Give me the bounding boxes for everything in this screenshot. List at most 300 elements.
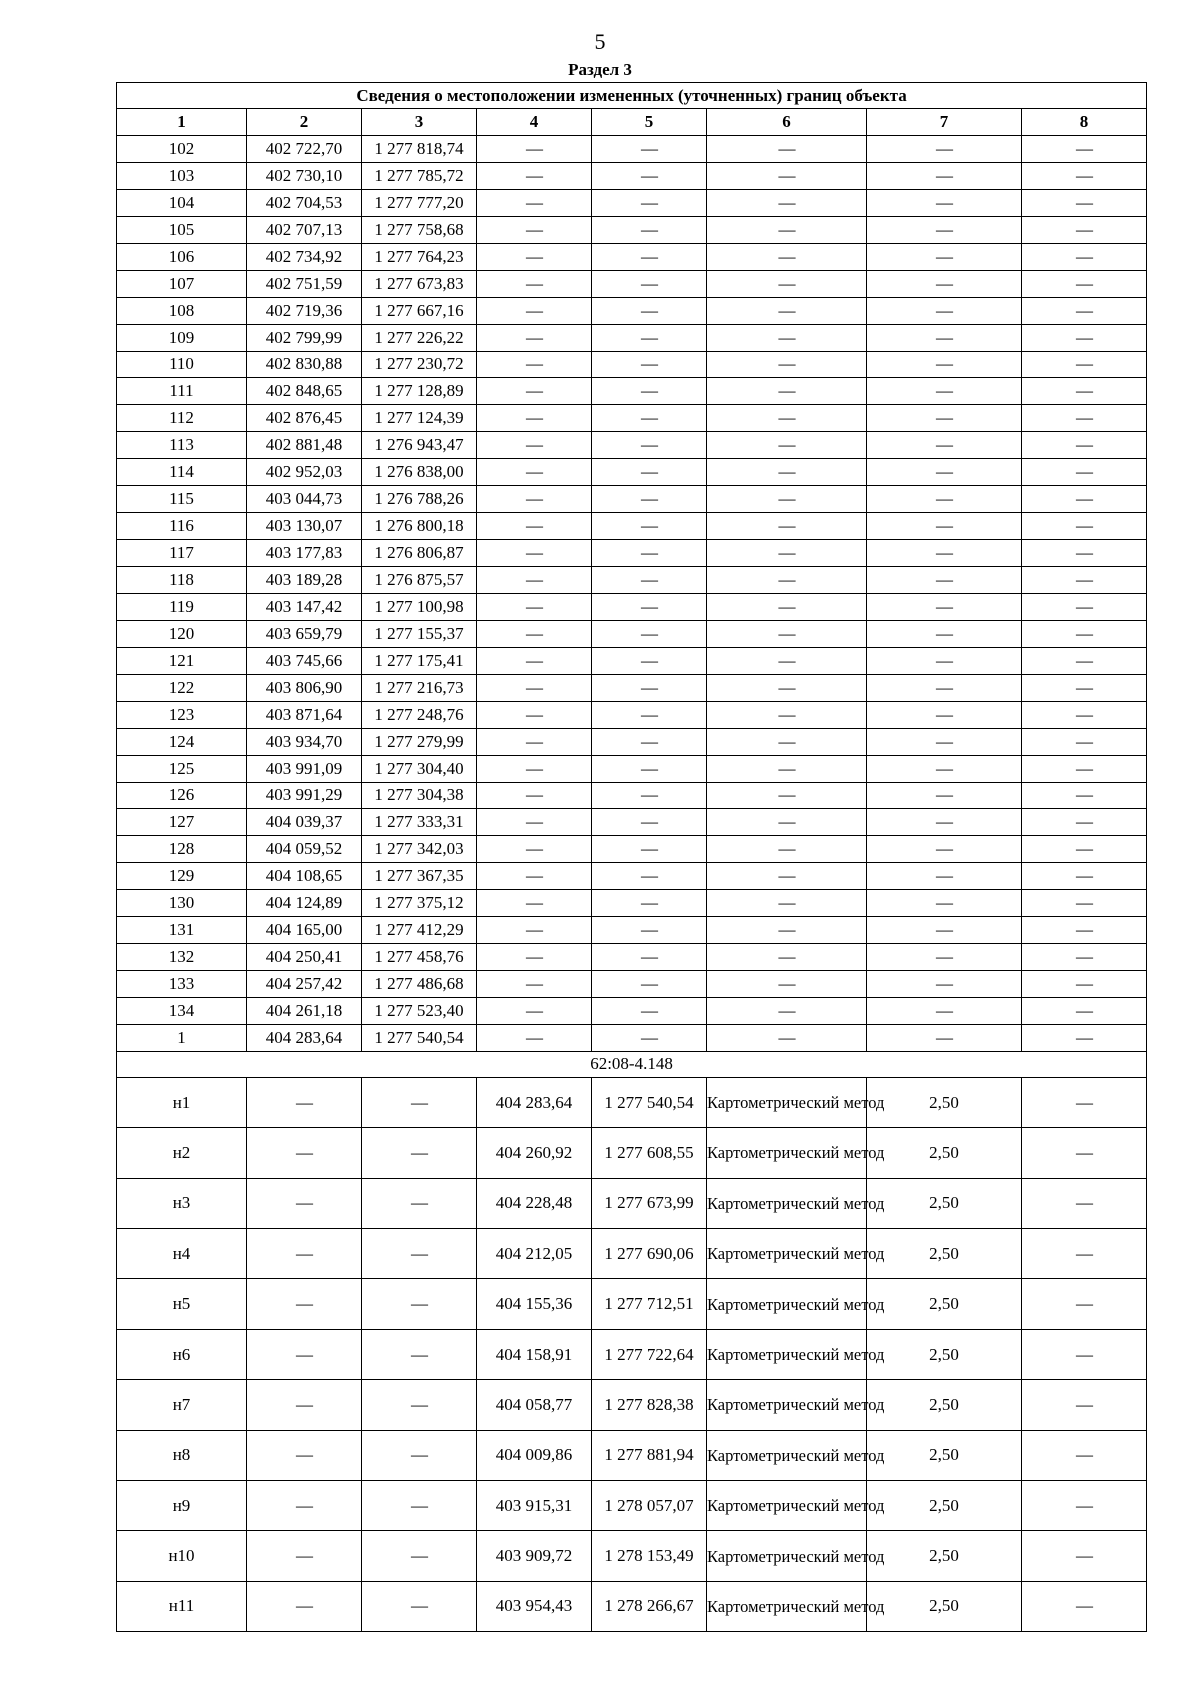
empty-dash-cell: — [477, 432, 592, 459]
empty-dash-cell: — [1022, 809, 1147, 836]
existing-y-cell: 1 277 367,35 [362, 863, 477, 890]
new-y-cell: 1 277 828,38 [592, 1380, 707, 1430]
table-row [117, 1531, 1147, 1581]
empty-dash-cell: — [707, 674, 867, 701]
empty-dash-cell: — [477, 728, 592, 755]
empty-dash-cell: — [867, 189, 1022, 216]
existing-y-cell: 1 277 175,41 [362, 647, 477, 674]
empty-dash-cell: — [477, 324, 592, 351]
existing-x-cell: 402 876,45 [247, 405, 362, 432]
point-id-cell: 126 [117, 782, 247, 809]
column-header: 3 [362, 109, 477, 136]
table-row [117, 189, 1147, 216]
method-cell: Картометрический метод [707, 1128, 867, 1178]
point-id-cell: 130 [117, 890, 247, 917]
empty-dash-cell: — [867, 513, 1022, 540]
empty-dash-cell: — [247, 1430, 362, 1480]
empty-dash-cell: — [592, 944, 707, 971]
point-id-cell: н4 [117, 1229, 247, 1279]
empty-dash-cell: — [1022, 701, 1147, 728]
table-row [117, 1380, 1147, 1430]
empty-dash-cell: — [477, 1024, 592, 1051]
table-row [117, 1430, 1147, 1480]
empty-dash-cell: — [1022, 782, 1147, 809]
empty-dash-cell: — [477, 701, 592, 728]
existing-x-cell: 403 130,07 [247, 513, 362, 540]
empty-dash-cell: — [477, 971, 592, 998]
table-row [117, 567, 1147, 594]
existing-y-cell: 1 277 155,37 [362, 620, 477, 647]
existing-y-cell: 1 277 279,99 [362, 728, 477, 755]
empty-dash-cell: — [592, 755, 707, 782]
empty-dash-cell: — [1022, 189, 1147, 216]
empty-dash-cell: — [707, 540, 867, 567]
empty-dash-cell: — [867, 567, 1022, 594]
empty-dash-cell: — [1022, 998, 1147, 1025]
table-row [117, 593, 1147, 620]
empty-dash-cell: — [362, 1077, 477, 1127]
point-id-cell: 122 [117, 674, 247, 701]
column-header: 1 [117, 109, 247, 136]
empty-dash-cell: — [1022, 755, 1147, 782]
empty-dash-cell: — [1022, 674, 1147, 701]
column-header: 8 [1022, 109, 1147, 136]
empty-dash-cell: — [592, 136, 707, 163]
empty-dash-cell: — [867, 216, 1022, 243]
point-id-cell: 115 [117, 486, 247, 513]
method-cell: Картометрический метод [707, 1329, 867, 1379]
empty-dash-cell: — [592, 405, 707, 432]
method-cell: Картометрический метод [707, 1581, 867, 1631]
point-id-cell: н9 [117, 1481, 247, 1531]
existing-y-cell: 1 277 667,16 [362, 297, 477, 324]
accuracy-cell: 2,50 [867, 1279, 1022, 1329]
empty-dash-cell: — [707, 567, 867, 594]
existing-y-cell: 1 277 458,76 [362, 944, 477, 971]
empty-dash-cell: — [707, 216, 867, 243]
page-number: 5 [594, 29, 606, 54]
empty-dash-cell: — [1022, 1380, 1147, 1430]
existing-x-cell: 404 261,18 [247, 998, 362, 1025]
point-id-cell: 116 [117, 513, 247, 540]
empty-dash-cell: — [867, 674, 1022, 701]
method-cell: Картометрический метод [707, 1077, 867, 1127]
table-row [117, 432, 1147, 459]
method-cell: Картометрический метод [707, 1229, 867, 1279]
existing-x-cell: 402 830,88 [247, 351, 362, 378]
existing-y-cell: 1 276 788,26 [362, 486, 477, 513]
empty-dash-cell: — [1022, 324, 1147, 351]
empty-dash-cell: — [1022, 297, 1147, 324]
method-cell: Картометрический метод [707, 1531, 867, 1581]
table-row [117, 1229, 1147, 1279]
empty-dash-cell: — [592, 459, 707, 486]
empty-dash-cell: — [477, 459, 592, 486]
method-cell: Картометрический метод [707, 1380, 867, 1430]
point-id-cell: 106 [117, 243, 247, 270]
empty-dash-cell: — [477, 863, 592, 890]
empty-dash-cell: — [1022, 216, 1147, 243]
empty-dash-cell: — [362, 1279, 477, 1329]
point-id-cell: 124 [117, 728, 247, 755]
existing-y-cell: 1 276 943,47 [362, 432, 477, 459]
empty-dash-cell: — [867, 378, 1022, 405]
empty-dash-cell: — [592, 998, 707, 1025]
existing-x-cell: 402 704,53 [247, 189, 362, 216]
accuracy-cell: 2,50 [867, 1481, 1022, 1531]
empty-dash-cell: — [1022, 1329, 1147, 1379]
empty-dash-cell: — [592, 243, 707, 270]
empty-dash-cell: — [707, 351, 867, 378]
existing-y-cell: 1 277 226,22 [362, 324, 477, 351]
empty-dash-cell: — [362, 1329, 477, 1379]
empty-dash-cell: — [592, 674, 707, 701]
existing-x-cell: 402 799,99 [247, 324, 362, 351]
point-id-cell: н10 [117, 1531, 247, 1581]
empty-dash-cell: — [867, 701, 1022, 728]
table-row [117, 917, 1147, 944]
empty-dash-cell: — [477, 917, 592, 944]
empty-dash-cell: — [867, 1024, 1022, 1051]
table-row [117, 378, 1147, 405]
empty-dash-cell: — [867, 971, 1022, 998]
existing-x-cell: 403 745,66 [247, 647, 362, 674]
empty-dash-cell: — [592, 378, 707, 405]
empty-dash-cell: — [477, 809, 592, 836]
table-row [117, 1279, 1147, 1329]
table-row [117, 701, 1147, 728]
existing-y-cell: 1 276 875,57 [362, 567, 477, 594]
empty-dash-cell: — [592, 620, 707, 647]
column-header: 2 [247, 109, 362, 136]
empty-dash-cell: — [1022, 1128, 1147, 1178]
point-id-cell: н1 [117, 1077, 247, 1127]
empty-dash-cell: — [867, 459, 1022, 486]
table-row [117, 1581, 1147, 1631]
empty-dash-cell: — [1022, 432, 1147, 459]
new-y-cell: 1 277 608,55 [592, 1128, 707, 1178]
new-y-cell: 1 278 057,07 [592, 1481, 707, 1531]
point-id-cell: 1 [117, 1024, 247, 1051]
empty-dash-cell: — [1022, 863, 1147, 890]
table-caption-row [117, 83, 1147, 109]
existing-x-cell: 404 165,00 [247, 917, 362, 944]
new-y-cell: 1 278 153,49 [592, 1531, 707, 1581]
empty-dash-cell: — [477, 836, 592, 863]
empty-dash-cell: — [247, 1178, 362, 1228]
empty-dash-cell: — [1022, 270, 1147, 297]
table-row [117, 243, 1147, 270]
point-id-cell: 104 [117, 189, 247, 216]
empty-dash-cell: — [707, 378, 867, 405]
empty-dash-cell: — [867, 593, 1022, 620]
existing-x-cell: 403 934,70 [247, 728, 362, 755]
empty-dash-cell: — [362, 1128, 477, 1178]
point-id-cell: н5 [117, 1279, 247, 1329]
empty-dash-cell: — [707, 944, 867, 971]
existing-x-cell: 403 177,83 [247, 540, 362, 567]
empty-dash-cell: — [707, 809, 867, 836]
empty-dash-cell: — [1022, 513, 1147, 540]
existing-y-cell: 1 277 248,76 [362, 701, 477, 728]
empty-dash-cell: — [477, 755, 592, 782]
empty-dash-cell: — [867, 136, 1022, 163]
column-header: 4 [477, 109, 592, 136]
empty-dash-cell: — [592, 836, 707, 863]
existing-x-cell: 402 734,92 [247, 243, 362, 270]
existing-x-cell: 404 124,89 [247, 890, 362, 917]
table-row [117, 809, 1147, 836]
table-row [117, 162, 1147, 189]
existing-y-cell: 1 277 304,40 [362, 755, 477, 782]
empty-dash-cell: — [707, 189, 867, 216]
empty-dash-cell: — [707, 1024, 867, 1051]
accuracy-cell: 2,50 [867, 1128, 1022, 1178]
existing-x-cell: 402 730,10 [247, 162, 362, 189]
point-id-cell: н6 [117, 1329, 247, 1379]
table-row [117, 998, 1147, 1025]
table-row [117, 674, 1147, 701]
empty-dash-cell: — [1022, 567, 1147, 594]
empty-dash-cell: — [247, 1531, 362, 1581]
existing-x-cell: 402 952,03 [247, 459, 362, 486]
empty-dash-cell: — [362, 1380, 477, 1430]
empty-dash-cell: — [477, 890, 592, 917]
empty-dash-cell: — [1022, 917, 1147, 944]
existing-x-cell: 403 871,64 [247, 701, 362, 728]
point-id-cell: 105 [117, 216, 247, 243]
empty-dash-cell: — [867, 162, 1022, 189]
empty-dash-cell: — [867, 620, 1022, 647]
accuracy-cell: 2,50 [867, 1178, 1022, 1228]
method-cell: Картометрический метод [707, 1178, 867, 1228]
existing-x-cell: 404 059,52 [247, 836, 362, 863]
point-id-cell: 123 [117, 701, 247, 728]
table-row [117, 540, 1147, 567]
empty-dash-cell: — [1022, 1430, 1147, 1480]
empty-dash-cell: — [1022, 351, 1147, 378]
empty-dash-cell: — [592, 351, 707, 378]
existing-y-cell: 1 276 838,00 [362, 459, 477, 486]
new-y-cell: 1 277 881,94 [592, 1430, 707, 1480]
point-id-cell: 117 [117, 540, 247, 567]
empty-dash-cell: — [592, 782, 707, 809]
empty-dash-cell: — [477, 270, 592, 297]
empty-dash-cell: — [1022, 162, 1147, 189]
table-row [117, 486, 1147, 513]
accuracy-cell: 2,50 [867, 1229, 1022, 1279]
table-row [117, 1077, 1147, 1127]
empty-dash-cell: — [707, 405, 867, 432]
empty-dash-cell: — [247, 1229, 362, 1279]
empty-dash-cell: — [477, 998, 592, 1025]
empty-dash-cell: — [1022, 1178, 1147, 1228]
empty-dash-cell: — [477, 405, 592, 432]
existing-x-cell: 403 189,28 [247, 567, 362, 594]
new-y-cell: 1 277 540,54 [592, 1077, 707, 1127]
point-id-cell: 134 [117, 998, 247, 1025]
point-id-cell: 109 [117, 324, 247, 351]
empty-dash-cell: — [707, 755, 867, 782]
point-id-cell: 108 [117, 297, 247, 324]
new-x-cell: 403 909,72 [477, 1531, 592, 1581]
existing-y-cell: 1 277 128,89 [362, 378, 477, 405]
point-id-cell: н2 [117, 1128, 247, 1178]
empty-dash-cell: — [867, 998, 1022, 1025]
new-y-cell: 1 277 690,06 [592, 1229, 707, 1279]
existing-x-cell: 402 707,13 [247, 216, 362, 243]
empty-dash-cell: — [867, 782, 1022, 809]
existing-x-cell: 402 881,48 [247, 432, 362, 459]
table-row [117, 728, 1147, 755]
empty-dash-cell: — [1022, 243, 1147, 270]
empty-dash-cell: — [592, 647, 707, 674]
empty-dash-cell: — [477, 136, 592, 163]
point-id-cell: 119 [117, 593, 247, 620]
empty-dash-cell: — [707, 782, 867, 809]
new-x-cell: 404 158,91 [477, 1329, 592, 1379]
section-title: Раздел 3 [568, 60, 632, 79]
existing-y-cell: 1 277 764,23 [362, 243, 477, 270]
table-row [117, 513, 1147, 540]
accuracy-cell: 2,50 [867, 1380, 1022, 1430]
empty-dash-cell: — [362, 1531, 477, 1581]
empty-dash-cell: — [1022, 728, 1147, 755]
empty-dash-cell: — [477, 540, 592, 567]
empty-dash-cell: — [867, 486, 1022, 513]
empty-dash-cell: — [707, 647, 867, 674]
empty-dash-cell: — [592, 701, 707, 728]
empty-dash-cell: — [867, 405, 1022, 432]
empty-dash-cell: — [592, 1024, 707, 1051]
method-cell: Картометрический метод [707, 1279, 867, 1329]
empty-dash-cell: — [867, 540, 1022, 567]
empty-dash-cell: — [592, 189, 707, 216]
existing-x-cell: 403 806,90 [247, 674, 362, 701]
existing-x-cell: 402 751,59 [247, 270, 362, 297]
empty-dash-cell: — [592, 216, 707, 243]
empty-dash-cell: — [592, 917, 707, 944]
empty-dash-cell: — [867, 351, 1022, 378]
table-row [117, 647, 1147, 674]
existing-x-cell: 404 283,64 [247, 1024, 362, 1051]
existing-y-cell: 1 276 800,18 [362, 513, 477, 540]
point-id-cell: 129 [117, 863, 247, 890]
empty-dash-cell: — [592, 486, 707, 513]
new-x-cell: 404 155,36 [477, 1279, 592, 1329]
table-row [117, 459, 1147, 486]
existing-y-cell: 1 277 304,38 [362, 782, 477, 809]
table-row [117, 1329, 1147, 1379]
empty-dash-cell: — [1022, 971, 1147, 998]
empty-dash-cell: — [1022, 1481, 1147, 1531]
empty-dash-cell: — [1022, 1531, 1147, 1581]
empty-dash-cell: — [1022, 836, 1147, 863]
point-id-cell: 120 [117, 620, 247, 647]
new-y-cell: 1 277 722,64 [592, 1329, 707, 1379]
table-row [117, 1128, 1147, 1178]
empty-dash-cell: — [592, 567, 707, 594]
empty-dash-cell: — [477, 351, 592, 378]
existing-x-cell: 403 147,42 [247, 593, 362, 620]
empty-dash-cell: — [362, 1178, 477, 1228]
existing-x-cell: 403 991,09 [247, 755, 362, 782]
cadastral-number-label: 62:08-4.148 [117, 1051, 1147, 1077]
empty-dash-cell: — [1022, 593, 1147, 620]
empty-dash-cell: — [592, 971, 707, 998]
existing-y-cell: 1 276 806,87 [362, 540, 477, 567]
point-id-cell: 114 [117, 459, 247, 486]
existing-y-cell: 1 277 785,72 [362, 162, 477, 189]
empty-dash-cell: — [247, 1481, 362, 1531]
empty-dash-cell: — [707, 270, 867, 297]
existing-y-cell: 1 277 673,83 [362, 270, 477, 297]
point-id-cell: 103 [117, 162, 247, 189]
empty-dash-cell: — [867, 297, 1022, 324]
empty-dash-cell: — [1022, 1024, 1147, 1051]
new-x-cell: 403 915,31 [477, 1481, 592, 1531]
empty-dash-cell: — [592, 270, 707, 297]
existing-x-cell: 403 044,73 [247, 486, 362, 513]
empty-dash-cell: — [592, 809, 707, 836]
empty-dash-cell: — [1022, 378, 1147, 405]
existing-y-cell: 1 277 540,54 [362, 1024, 477, 1051]
method-cell: Картометрический метод [707, 1430, 867, 1480]
empty-dash-cell: — [477, 378, 592, 405]
table-row [117, 216, 1147, 243]
column-header: 7 [867, 109, 1022, 136]
empty-dash-cell: — [592, 297, 707, 324]
empty-dash-cell: — [362, 1481, 477, 1531]
new-x-cell: 404 058,77 [477, 1380, 592, 1430]
table-row [117, 1178, 1147, 1228]
empty-dash-cell: — [867, 270, 1022, 297]
existing-y-cell: 1 277 758,68 [362, 216, 477, 243]
empty-dash-cell: — [867, 917, 1022, 944]
cadastral-section-row [117, 1051, 1147, 1077]
empty-dash-cell: — [1022, 540, 1147, 567]
empty-dash-cell: — [477, 567, 592, 594]
empty-dash-cell: — [707, 513, 867, 540]
empty-dash-cell: — [707, 243, 867, 270]
new-x-cell: 404 212,05 [477, 1229, 592, 1279]
empty-dash-cell: — [707, 620, 867, 647]
point-id-cell: 110 [117, 351, 247, 378]
existing-x-cell: 404 250,41 [247, 944, 362, 971]
existing-y-cell: 1 277 412,29 [362, 917, 477, 944]
existing-x-cell: 404 257,42 [247, 971, 362, 998]
new-y-cell: 1 277 673,99 [592, 1178, 707, 1228]
empty-dash-cell: — [707, 863, 867, 890]
empty-dash-cell: — [592, 324, 707, 351]
empty-dash-cell: — [1022, 890, 1147, 917]
existing-x-cell: 403 659,79 [247, 620, 362, 647]
point-id-cell: н8 [117, 1430, 247, 1480]
existing-y-cell: 1 277 375,12 [362, 890, 477, 917]
empty-dash-cell: — [592, 513, 707, 540]
empty-dash-cell: — [1022, 1581, 1147, 1631]
empty-dash-cell: — [867, 944, 1022, 971]
existing-x-cell: 402 722,70 [247, 136, 362, 163]
empty-dash-cell: — [867, 836, 1022, 863]
point-id-cell: н7 [117, 1380, 247, 1430]
empty-dash-cell: — [707, 701, 867, 728]
empty-dash-cell: — [592, 540, 707, 567]
point-id-cell: н3 [117, 1178, 247, 1228]
new-x-cell: 403 954,43 [477, 1581, 592, 1631]
empty-dash-cell: — [477, 162, 592, 189]
empty-dash-cell: — [477, 593, 592, 620]
